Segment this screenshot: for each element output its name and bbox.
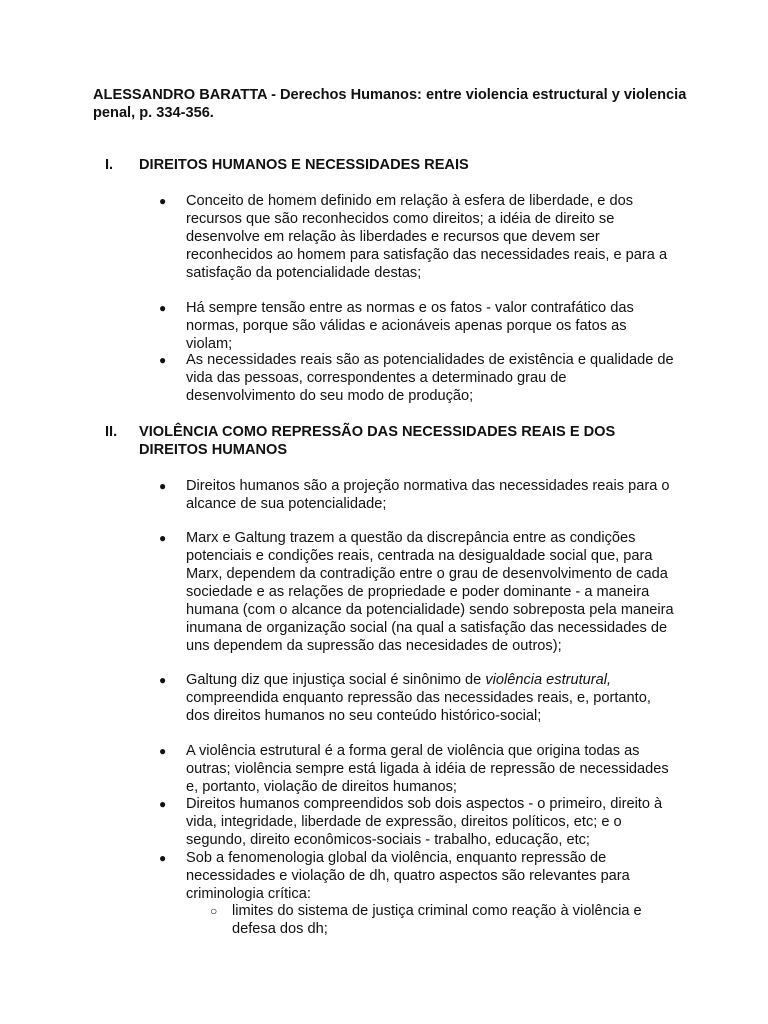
list-item xyxy=(159,299,676,353)
list-item xyxy=(159,742,676,796)
list-item-text: Há sempre tensão entre as normas e os fatos - valor contrafático das normas, porque são válidas e acionáveis apenas porque os fatos as violam; xyxy=(186,300,634,352)
bullet-icon: ● xyxy=(159,194,167,208)
bullet-icon: ● xyxy=(159,479,167,493)
section-number-1: I. xyxy=(105,157,114,173)
list-item xyxy=(159,671,676,725)
bullet-icon: ● xyxy=(159,851,167,865)
list-item-text: A violência estrutural é a forma geral de violência que origina todas as outras; violência sempre está ligada à idéia de repressão de necessidades e, portanto, violação de direitos humanos; xyxy=(186,743,669,795)
list-item xyxy=(159,192,676,282)
list-item-text: Conceito de homem definido em relação à esfera de liberdade, e dos recursos que são reconhecidos como direitos; a idéia de direito se desenvolve em relação às liberdades e recursos que devem ser reconhecidos ao homem para satisfação das necessidades reais, e para a satisfação da potencialidade destas; xyxy=(186,193,668,281)
list-item-text: As necessidades reais são as potencialidades de existência e qualidade de vida das pessoas, correspondentes a determinado grau de desenvolvimento do seu modo de produção; xyxy=(186,352,674,404)
hollow-bullet-icon: ○ xyxy=(210,904,218,918)
bullet-icon: ● xyxy=(159,353,167,367)
list-item-text: Direitos humanos compreendidos sob dois aspectos - o primeiro, direito à vida, integridade, liberdade de expressão, direitos políticos, etc; e o segundo, direito econômicos-sociais - trabalho, educação, etc; xyxy=(186,796,663,848)
list-item xyxy=(159,529,676,655)
section-number-2: II. xyxy=(105,424,118,440)
list-item-text: Sob a fenomenologia global da violência, enquanto repressão de necessidades e violação de dh, quatro aspectos são relevantes para criminologia crítica: xyxy=(186,850,630,902)
section-title-2: VIOLÊNCIA COMO REPRESSÃO DAS NECESSIDADES REAIS E DOS DIREITOS HUMANOS xyxy=(139,424,616,458)
sub-list-item xyxy=(210,902,672,938)
sub-list-item-text: limites do sistema de justiça criminal como reação à violência e defesa dos dh; xyxy=(232,903,642,937)
bullet-icon: ● xyxy=(159,673,167,687)
list-item-text: Direitos humanos são a projeção normativa das necessidades reais para o alcance de sua potencialidade; xyxy=(186,478,670,512)
bullet-icon: ● xyxy=(159,531,167,545)
list-item xyxy=(159,849,676,903)
bullet-icon: ● xyxy=(159,301,167,315)
bullet-icon: ● xyxy=(159,744,167,758)
list-item xyxy=(159,477,676,513)
emphasis-text: violência estrutural, xyxy=(485,672,612,688)
list-item xyxy=(159,351,676,405)
list-item-text: Marx e Galtung trazem a questão da discrepância entre as condições potenciais e condições reais, centrada na desigualdade social que, para Marx, dependem da contradição entre o grau de desenvolvimento de cada sociedade e as relações de propriedade e poder dominante - a maneira humana (com o alcance da potencialidade) sendo sobreposta pela maneira inumana de organização social (na qual a satisfação das necessidades de uns dependem da supressão das necesidades de outros); xyxy=(186,530,674,654)
list-item-text: Galtung diz que injustiça social é sinônimo de violência estrutural, compreendida enquanto repressão das necessidades reais, e, portanto, dos direitos humanos no seu conteúdo histórico-social; xyxy=(186,672,651,724)
section-title-1: DIREITOS HUMANOS E NECESSIDADES REAIS xyxy=(139,157,469,173)
bullet-icon: ● xyxy=(159,797,167,811)
document-title: ALESSANDRO BARATTA - Derechos Humanos: entre violencia estructural y violencia penal, p. 334-356. xyxy=(93,87,687,121)
list-item xyxy=(159,795,676,849)
